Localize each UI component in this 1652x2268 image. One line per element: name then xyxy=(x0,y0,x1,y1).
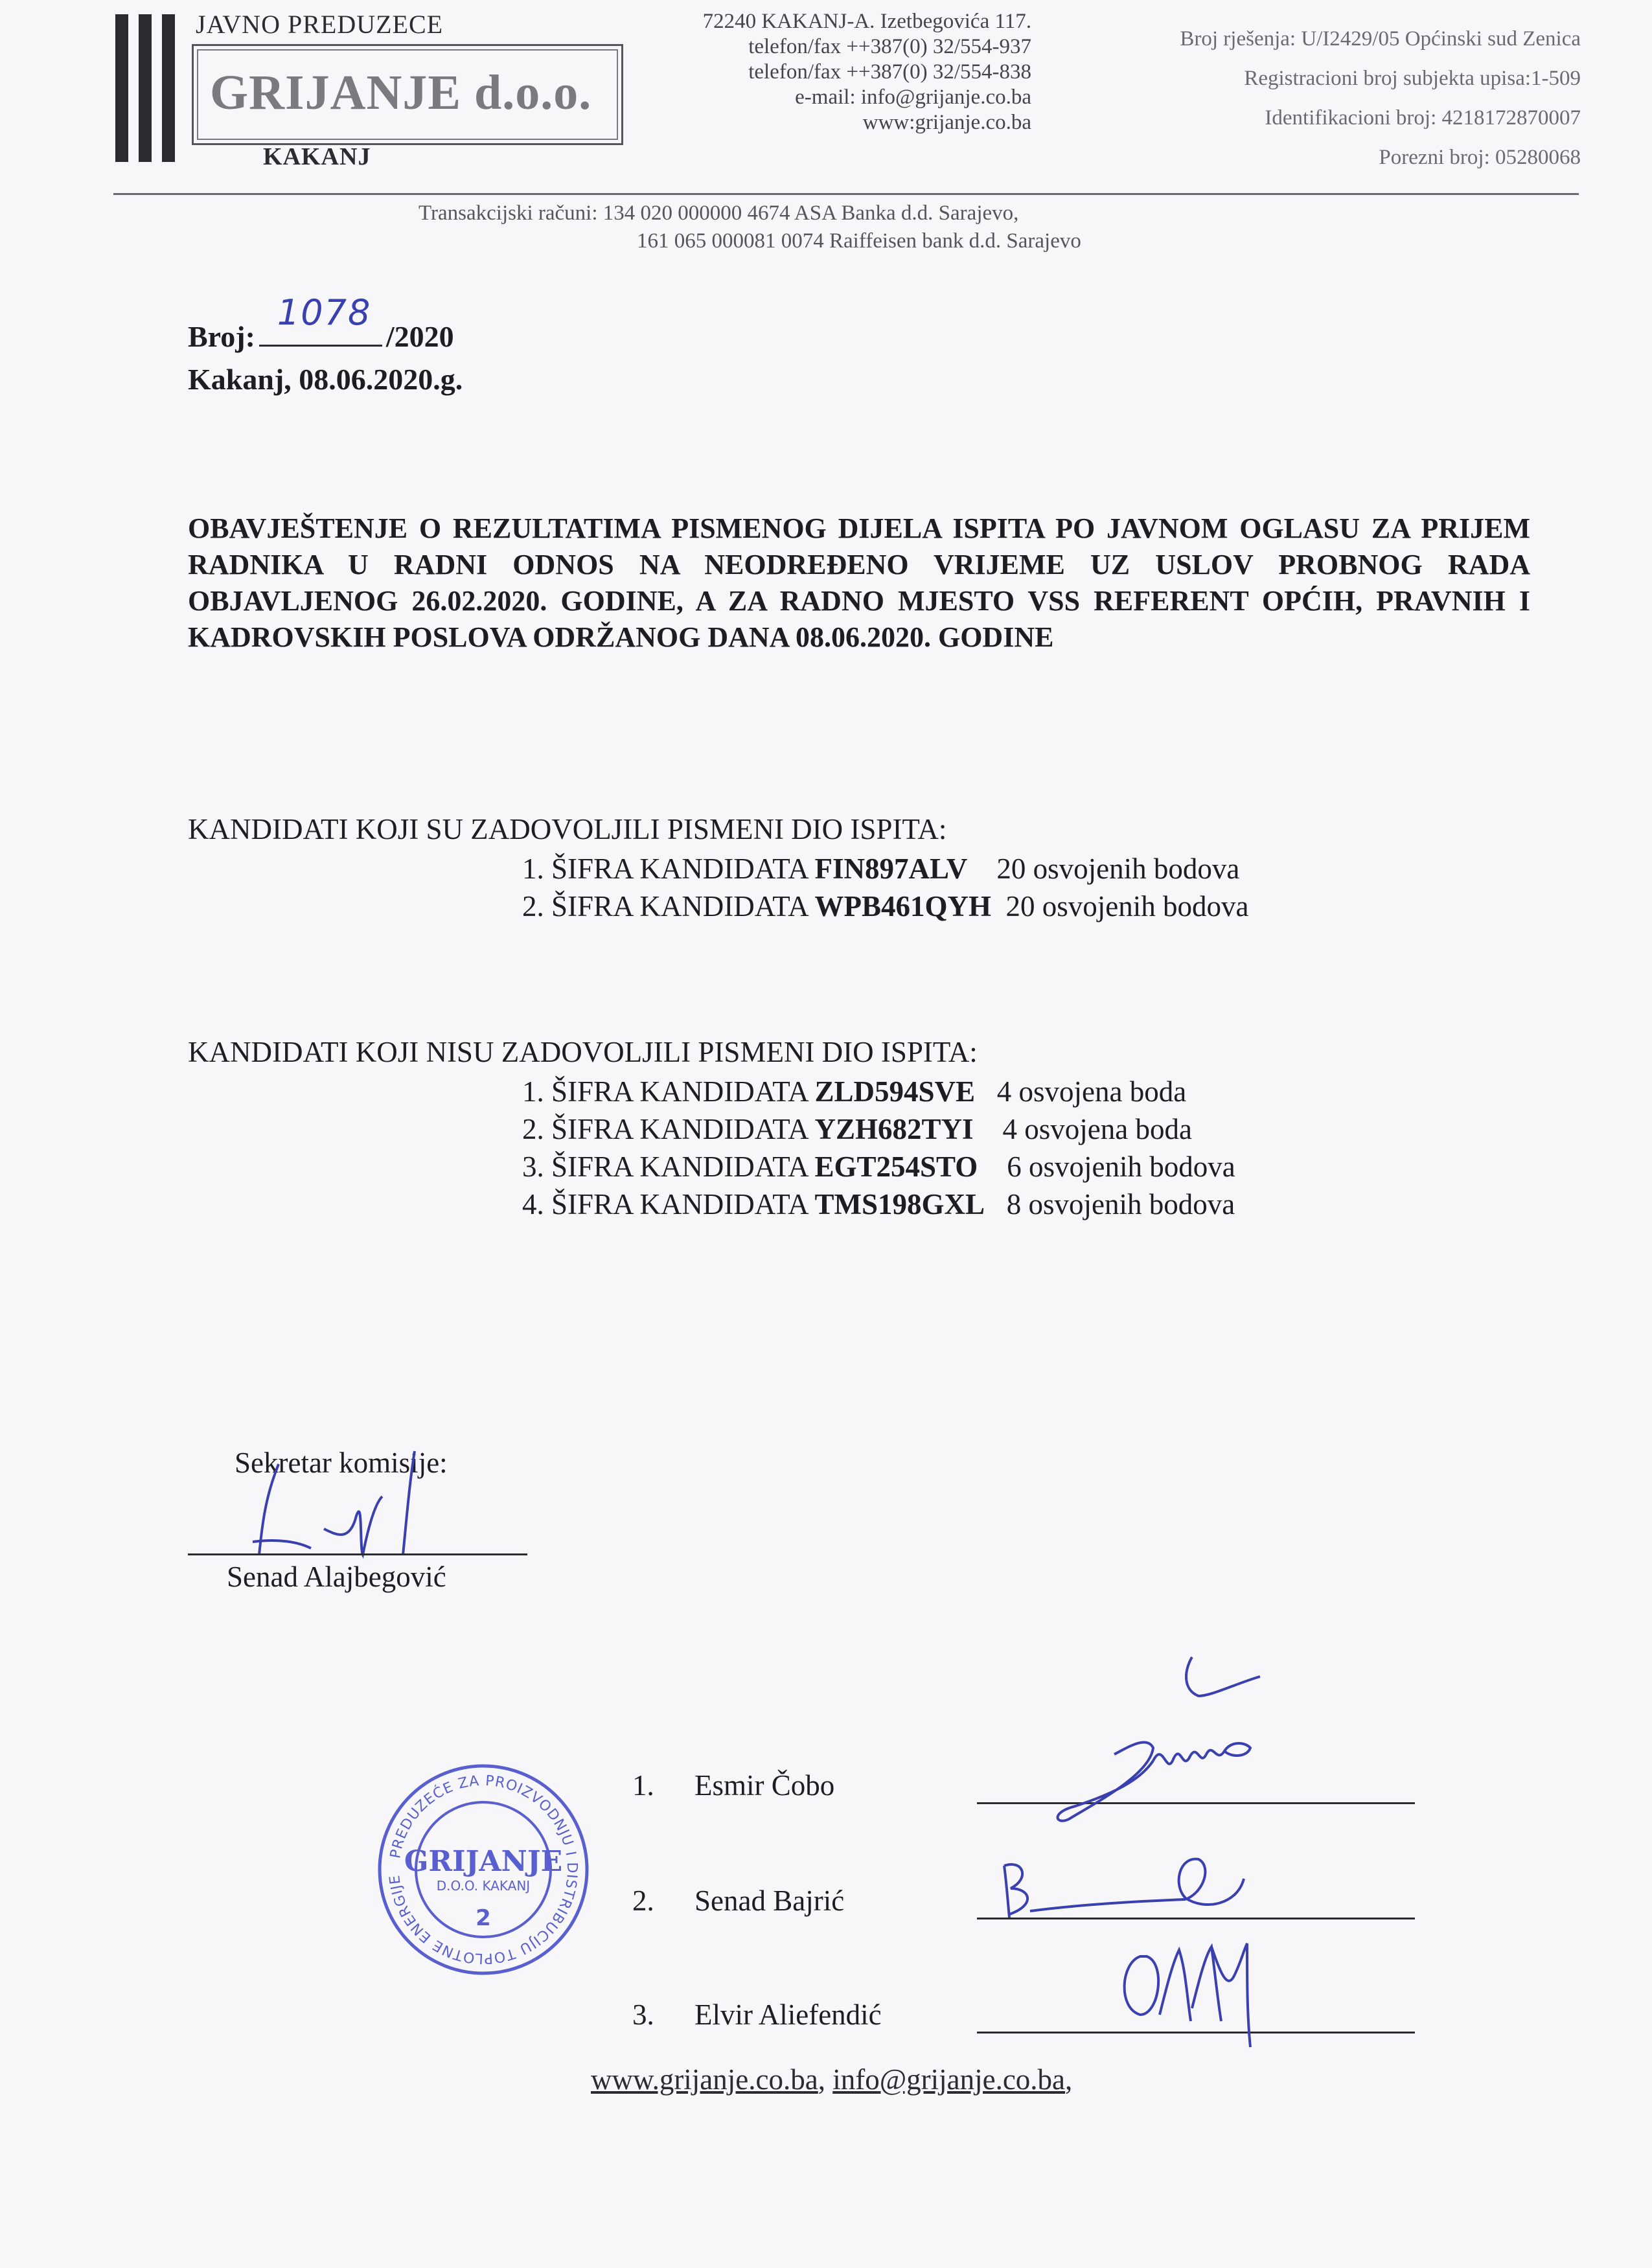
member-name: Senad Bajrić xyxy=(694,1884,845,1917)
address: 72240 KAKANJ-A. Izetbegovića 117. xyxy=(702,10,1031,33)
list-item xyxy=(522,850,1248,888)
item-prefix: ŠIFRA KANDIDATA xyxy=(551,1075,808,1108)
registry-id: Identifikacioni broj: 4218172870007 xyxy=(1265,106,1581,130)
reference-number-handwritten: 1078 xyxy=(277,292,372,333)
company-city: KAKANJ xyxy=(263,143,371,170)
list-item xyxy=(522,1073,1235,1110)
member-3-signature xyxy=(1114,1937,1263,2054)
stamp-number: 2 xyxy=(476,1905,491,1931)
item-prefix: ŠIFRA KANDIDATA xyxy=(551,1113,808,1145)
item-number: 3. xyxy=(522,1151,544,1183)
reference-number-field xyxy=(259,292,382,347)
place-date: Kakanj, 08.06.2020.g. xyxy=(188,363,463,396)
candidate-points: 8 osvojenih bodova xyxy=(1006,1188,1235,1220)
list-item xyxy=(522,888,1248,925)
company-stamp xyxy=(374,1761,592,1978)
stamp-center-sub: D.O.O. KAKANJ xyxy=(436,1878,531,1894)
contact-block xyxy=(703,9,1031,135)
item-number: 1. xyxy=(522,1075,544,1108)
account-2: 161 065 000081 0074 Raiffeisen bank d.d. Sarajevo xyxy=(637,229,1081,253)
footer-website-link[interactable]: www.grijanje.co.ba xyxy=(591,2063,818,2096)
stamp-center-name: GRIJANJE xyxy=(404,1845,563,1878)
candidate-code: TMS198GXL xyxy=(814,1188,985,1220)
secretary-name: Senad Alajbegović xyxy=(227,1561,446,1593)
header-divider xyxy=(113,193,1579,195)
failed-list xyxy=(522,1073,1235,1223)
list-item xyxy=(522,1148,1235,1186)
document-heading: OBAVJEŠTENJE O REZULTATIMA PISMENOG DIJELA ISPITA PO JAVNOM OGLASU ZA PRIJEM RADNIKA U RADNI ODNOS NA NEODREĐENO VRIJEME UZ USLOV PROBNOG RADA OBJAVLJENOG 26.02.2020. GODINE, A ZA RADNO MJESTO VSS REFERENT OPĆIH, PRAVNIH I KADROVSKIH POSLOVA ODRŽANOG DANA 08.06.2020. GODINE xyxy=(188,512,1530,653)
candidate-points: 4 osvojena boda xyxy=(1002,1113,1192,1145)
failed-section-label: KANDIDATI KOJI NISU ZADOVOLJILI PISMENI DIO ISPITA: xyxy=(188,1036,978,1068)
registry-block xyxy=(1180,19,1581,178)
accounts-label: Transakcijski računi: xyxy=(419,201,598,225)
member-1-signature xyxy=(1037,1651,1270,1832)
account-1: 134 020 000000 4674 ASA Banka d.d. Sarajevo, xyxy=(602,201,1019,225)
item-prefix: ŠIFRA KANDIDATA xyxy=(551,1188,808,1220)
company-type: JAVNO PREDUZECE xyxy=(196,10,444,39)
item-number: 1. xyxy=(522,853,544,885)
reference-block xyxy=(188,292,463,401)
registry-tax: Porezni broj: 05280068 xyxy=(1379,146,1581,169)
candidate-code: WPB461QYH xyxy=(814,890,991,922)
item-prefix: ŠIFRA KANDIDATA xyxy=(551,853,808,885)
item-number: 2. xyxy=(522,1113,544,1145)
candidate-code: YZH682TYI xyxy=(814,1113,974,1145)
footer-email-link[interactable]: info@grijanje.co.ba xyxy=(832,2063,1066,2096)
item-prefix: ŠIFRA KANDIDATA xyxy=(551,1151,808,1183)
phone-2: telefon/fax ++387(0) 32/554-838 xyxy=(748,60,1031,84)
candidate-points: 6 osvojenih bodova xyxy=(1007,1151,1235,1183)
passed-section-label: KANDIDATI KOJI SU ZADOVOLJILI PISMENI DIO ISPITA: xyxy=(188,813,947,845)
stamp-ring-text: PREDUZEĆE ZA PROIZVODNJU I DISTRIBUCIJU TOPLOTNE ENERGIJE xyxy=(387,1772,580,1967)
member-number: 1. xyxy=(632,1769,654,1802)
passed-list xyxy=(522,850,1248,925)
candidate-points: 20 osvojenih bodova xyxy=(1005,890,1249,922)
email-line: e-mail: info@grijanje.co.ba xyxy=(795,86,1031,109)
list-item xyxy=(522,1110,1235,1148)
candidate-code: FIN897ALV xyxy=(814,853,968,885)
secretary-label: Sekretar komisije: xyxy=(235,1447,448,1479)
secretary-signature-line xyxy=(188,1553,527,1555)
website-line: www:grijanje.co.ba xyxy=(862,111,1031,134)
item-prefix: ŠIFRA KANDIDATA xyxy=(551,890,808,922)
member-number: 3. xyxy=(632,1999,654,2031)
bank-accounts xyxy=(419,200,1081,255)
candidate-code: ZLD594SVE xyxy=(814,1075,976,1108)
list-item xyxy=(522,1186,1235,1223)
company-name: GRIJANJE d.o.o. xyxy=(210,65,592,120)
candidate-points: 20 osvojenih bodova xyxy=(996,853,1240,885)
candidate-code: EGT254STO xyxy=(814,1151,978,1183)
candidate-points: 4 osvojena boda xyxy=(996,1075,1187,1108)
item-number: 2. xyxy=(522,890,544,922)
reference-label: Broj: xyxy=(188,320,255,353)
member-name: Elvir Aliefendić xyxy=(694,1999,882,2031)
member-number: 2. xyxy=(632,1884,654,1917)
registry-number: Registracioni broj subjekta upisa:1-509 xyxy=(1244,67,1581,90)
reference-year: /2020 xyxy=(385,320,454,353)
phone-1: telefon/fax ++387(0) 32/554-937 xyxy=(748,35,1031,58)
item-number: 4. xyxy=(522,1188,544,1220)
logo-bars xyxy=(115,14,175,162)
registry-decision: Broj rješenja: U/I2429/05 Općinski sud Zenica xyxy=(1180,27,1581,51)
member-2-signature xyxy=(991,1840,1263,1924)
footer-links: www.grijanje.co.ba, info@grijanje.co.ba, xyxy=(591,2063,1073,2096)
member-name: Esmir Čobo xyxy=(694,1769,835,1802)
